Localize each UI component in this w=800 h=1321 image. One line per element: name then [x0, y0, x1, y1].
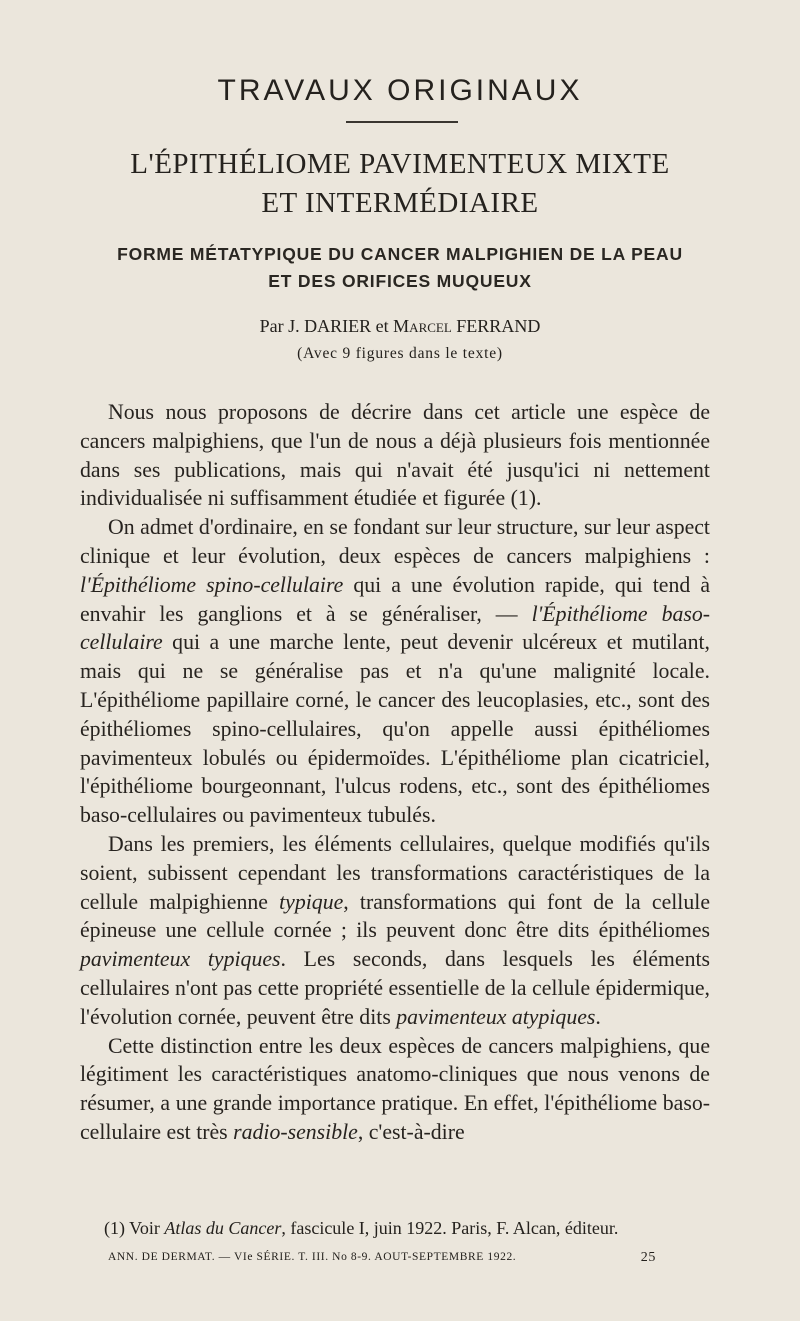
section-heading: TRAVAUX ORIGINAUX [217, 74, 583, 107]
p3-italic-typiques: pavimenteux typiques [80, 947, 281, 972]
page-number: 25 [640, 1250, 656, 1265]
p3-text-c: , transformations qui font de la cellule épineuse une cellule cornée ; ils peuvent donc être dits épithéliomes [80, 889, 710, 943]
p2-text-a: On admet d'ordinaire, en se fondant sur leur structure, sur leur aspect clinique et leur évolution, deux espèces de cancers malpighiens : [80, 515, 710, 568]
footnote-text-a: (1) Voir [104, 1218, 165, 1238]
byline-prefix: Par J. DARIER et [259, 316, 394, 336]
footnote-italic-atlas: Atlas du Cancer [164, 1218, 282, 1238]
p2-text-e: qui a une marche lente, peut devenir ulcéreux et mutilant, mais qui ne se généralise pas et n'a qu'une malignité locale. L'épithéliome papillaire corné, le cancer des leucoplasies, etc., sont des épithéliomes spino-cellulaires, qu'on appelle aussi épithéliomes pavimenteux lobulés ou épidermoïdes. L'épithéliome plan cicatriciel, l'épithéliome bourgeonnant, l'ulcus rodens, etc., sont des épithéliomes baso-cellulaires ou pavimenteux tubulés. [80, 630, 710, 828]
article-title-line-2: ET INTERMÉDIAIRE [261, 187, 539, 219]
paragraph-4 [80, 1032, 710, 1147]
page-footer [108, 1251, 656, 1263]
byline-marcel: Marcel [393, 316, 452, 336]
p3-text-a: Dans les premiers, les éléments cellulaires, quelque modifiés qu'ils soient, subissent cependant les transformations caractéristiques de la cellule malpighienne [80, 831, 710, 914]
p4-italic-radio: radio-sensible [233, 1119, 358, 1144]
title-divider [346, 121, 458, 123]
p2-text-c: qui a une évolution rapide, qui tend à envahir les ganglions et à se généraliser, — [80, 572, 710, 626]
article-subtitle-line-2: ET DES ORIFICES MUQUEUX [268, 271, 532, 291]
footnote-text-c: , fascicule I, juin 1922. Paris, F. Alcan, éditeur. [281, 1218, 619, 1238]
byline-ferrand: FERRAND [451, 316, 541, 336]
article-subtitle-line-1: FORME MÉTATYPIQUE DU CANCER MALPIGHIEN DE LA PEAU [117, 244, 683, 264]
paragraph-2 [80, 513, 710, 830]
paragraph-1: Nous nous proposons de décrire dans cet article une espèce de cancers malpighiens, que l'un de nous a déjà plusieurs fois mentionnée dans ses publications, mais qui n'avait été jusqu'ici ni nettement individualisée ni suffisamment étudiée et figurée (1). [80, 400, 710, 511]
footnote [80, 1218, 710, 1239]
p2-italic-baso: l'Épithéliome baso-cellulaire [80, 601, 710, 655]
p3-text-g: . [595, 1004, 601, 1029]
article-body [80, 398, 710, 1147]
p3-italic-typique: typique [279, 889, 344, 914]
figures-note: (Avec 9 figures dans le texte) [297, 345, 503, 362]
p3-italic-atypiques: pavimenteux atypiques [396, 1004, 596, 1029]
paragraph-3 [80, 830, 710, 1032]
author-byline [0, 316, 800, 337]
p4-text-a: Cette distinction entre les deux espèces de cancers malpighiens, que légitiment les caractéristiques anatomo-cliniques que nous venons de résumer, a une grande importance pratique. En effet, l'épithéliome baso-cellulaire est très [80, 1033, 710, 1144]
article-title-line-1: L'ÉPITHÉLIOME PAVIMENTEUX MIXTE [130, 148, 670, 180]
p3-text-e: . Les seconds, dans lesquels les éléments cellulaires n'ont pas cette propriété essentielle de la cellule épidermique, l'évolution cornée, peuvent être dits [80, 947, 711, 1029]
p2-italic-spino: l'Épithéliome spino-cellulaire [80, 572, 344, 597]
journal-reference: ANN. DE DERMAT. — VIe SÉRIE. T. III. No 8-9. AOUT-SEPTEMBRE 1922. [108, 1251, 517, 1263]
p4-text-c: , c'est-à-dire [357, 1119, 465, 1144]
